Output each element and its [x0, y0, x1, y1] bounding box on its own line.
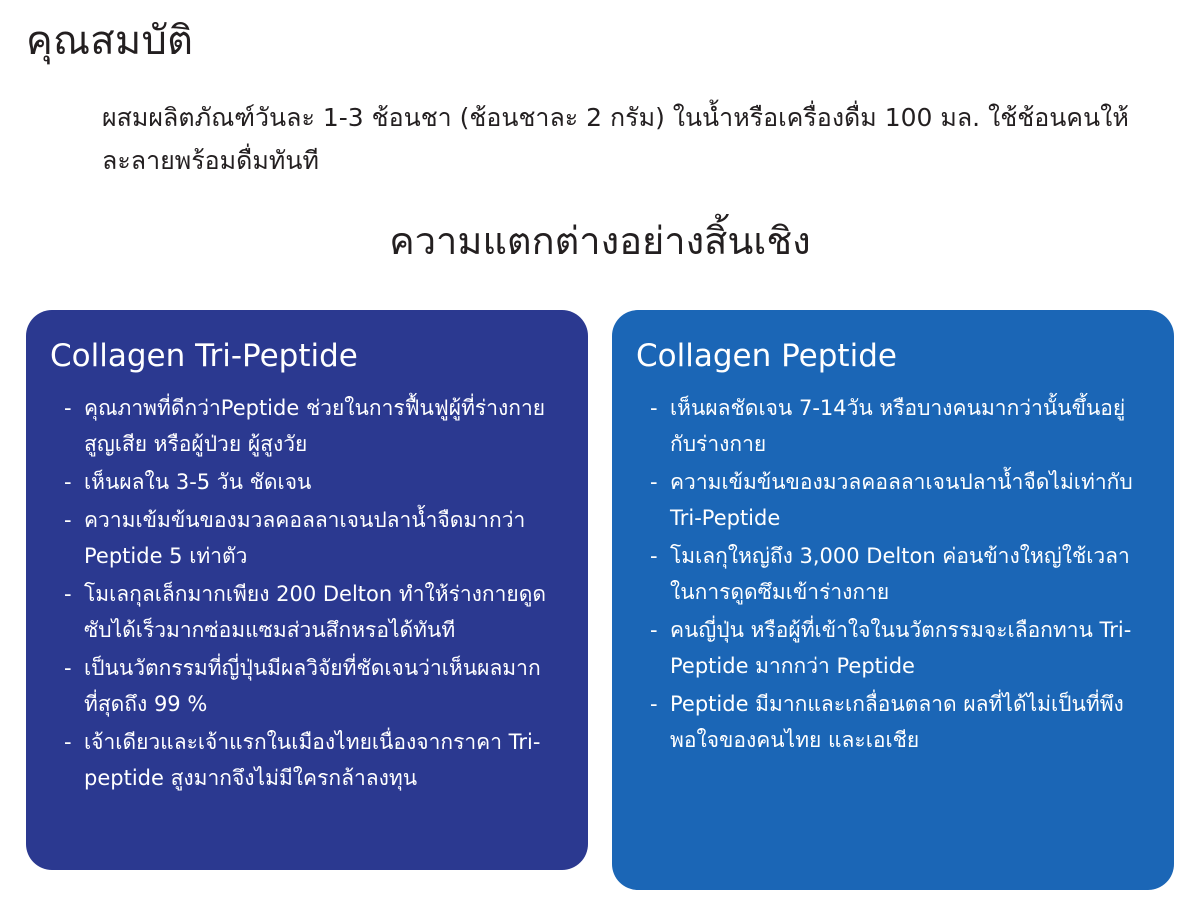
bullet-dash-icon: - — [650, 470, 658, 494]
list-item — [64, 502, 564, 574]
bullet-dash-icon: - — [650, 618, 658, 642]
list-item — [64, 724, 564, 796]
bullet-dash-icon: - — [64, 656, 72, 680]
list-item-text: ความเข้มข้นของมวลคอลลาเจนปลาน้ำจืดมากว่า Peptide 5 เท่าตัว — [84, 508, 526, 568]
list-item-text: คุณภาพที่ดีกว่าPeptide ช่วยในการฟื้นฟูผู้ที่ร่างกายสูญเสีย หรือผู้ป่วย ผู้สูงวัย — [84, 396, 546, 456]
list-item-text: เห็นผลชัดเจน 7-14วัน หรือบางคนมากว่านั้นขึ้นอยู่กับร่างกาย — [670, 396, 1126, 456]
bullet-dash-icon: - — [64, 396, 72, 420]
bullet-dash-icon: - — [64, 508, 72, 532]
list-item-text: Peptide มีมากและเกลื่อนตลาด ผลที่ได้ไม่เป็นที่พึงพอใจของคนไทย และเอเชีย — [670, 692, 1124, 752]
page-title: คุณสมบัติ — [26, 18, 194, 64]
bullet-dash-icon: - — [64, 730, 72, 754]
list-item — [650, 612, 1150, 684]
bullet-dash-icon: - — [650, 396, 658, 420]
card-collagen-peptide — [612, 310, 1174, 890]
usage-instructions: ผสมผลิตภัณฑ์วันละ 1-3 ช้อนชา (ช้อนชาละ 2 กรัม) ในน้ำหรือเครื่องดื่ม 100 มล. ใช้ช้อนคนให้ละลายพร้อมดื่มทันที — [102, 103, 1129, 175]
card-bullet-list — [50, 390, 564, 796]
list-item-text: เจ้าเดียวและเจ้าแรกในเมืองไทยเนื่องจากราคา Tri-peptide สูงมากจึงไม่มีใครกล้าลงทุน — [84, 730, 541, 790]
comparison-headline: ความแตกต่างอย่างสิ้นเชิง — [389, 219, 811, 263]
list-item-text: โมเลกุใหญ่ถึง 3,000 Delton ค่อนข้างใหญ่ใช้เวลาในการดูดซึมเข้าร่างกาย — [670, 544, 1130, 604]
bullet-dash-icon: - — [650, 544, 658, 568]
list-item — [64, 576, 564, 648]
bullet-dash-icon: - — [64, 470, 72, 494]
list-item — [64, 464, 564, 500]
list-item — [64, 650, 564, 722]
list-item — [64, 390, 564, 462]
bullet-dash-icon: - — [650, 692, 658, 716]
card-title: Collagen Peptide — [636, 338, 897, 374]
list-item — [650, 390, 1150, 462]
list-item-text: โมเลกุลเล็กมากเพียง 200 Delton ทำให้ร่างกายดูดซับได้เร็วมากซ่อมแซมส่วนสึกหรอได้ทันที — [84, 582, 547, 642]
list-item — [650, 686, 1150, 758]
list-item-text: เห็นผลใน 3-5 วัน ชัดเจน — [84, 470, 312, 494]
list-item — [650, 464, 1150, 536]
bullet-dash-icon: - — [64, 582, 72, 606]
list-item — [650, 538, 1150, 610]
list-item-text: ความเข้มข้นของมวลคอลลาเจนปลาน้ำจืดไม่เท่ากับ Tri-Peptide — [670, 470, 1133, 530]
list-item-text: เป็นนวัตกรรมที่ญี่ปุ่นมีผลวิจัยที่ชัดเจนว่าเห็นผลมากที่สุดถึง 99 % — [84, 656, 541, 716]
comparison-cards — [26, 310, 1174, 890]
card-collagen-tri-peptide — [26, 310, 588, 870]
card-title: Collagen Tri-Peptide — [50, 338, 358, 374]
card-bullet-list — [636, 390, 1150, 758]
list-item-text: คนญี่ปุ่น หรือผู้ที่เข้าใจในนวัตกรรมจะเลือกทาน Tri-Peptide มากกว่า Peptide — [670, 618, 1132, 678]
